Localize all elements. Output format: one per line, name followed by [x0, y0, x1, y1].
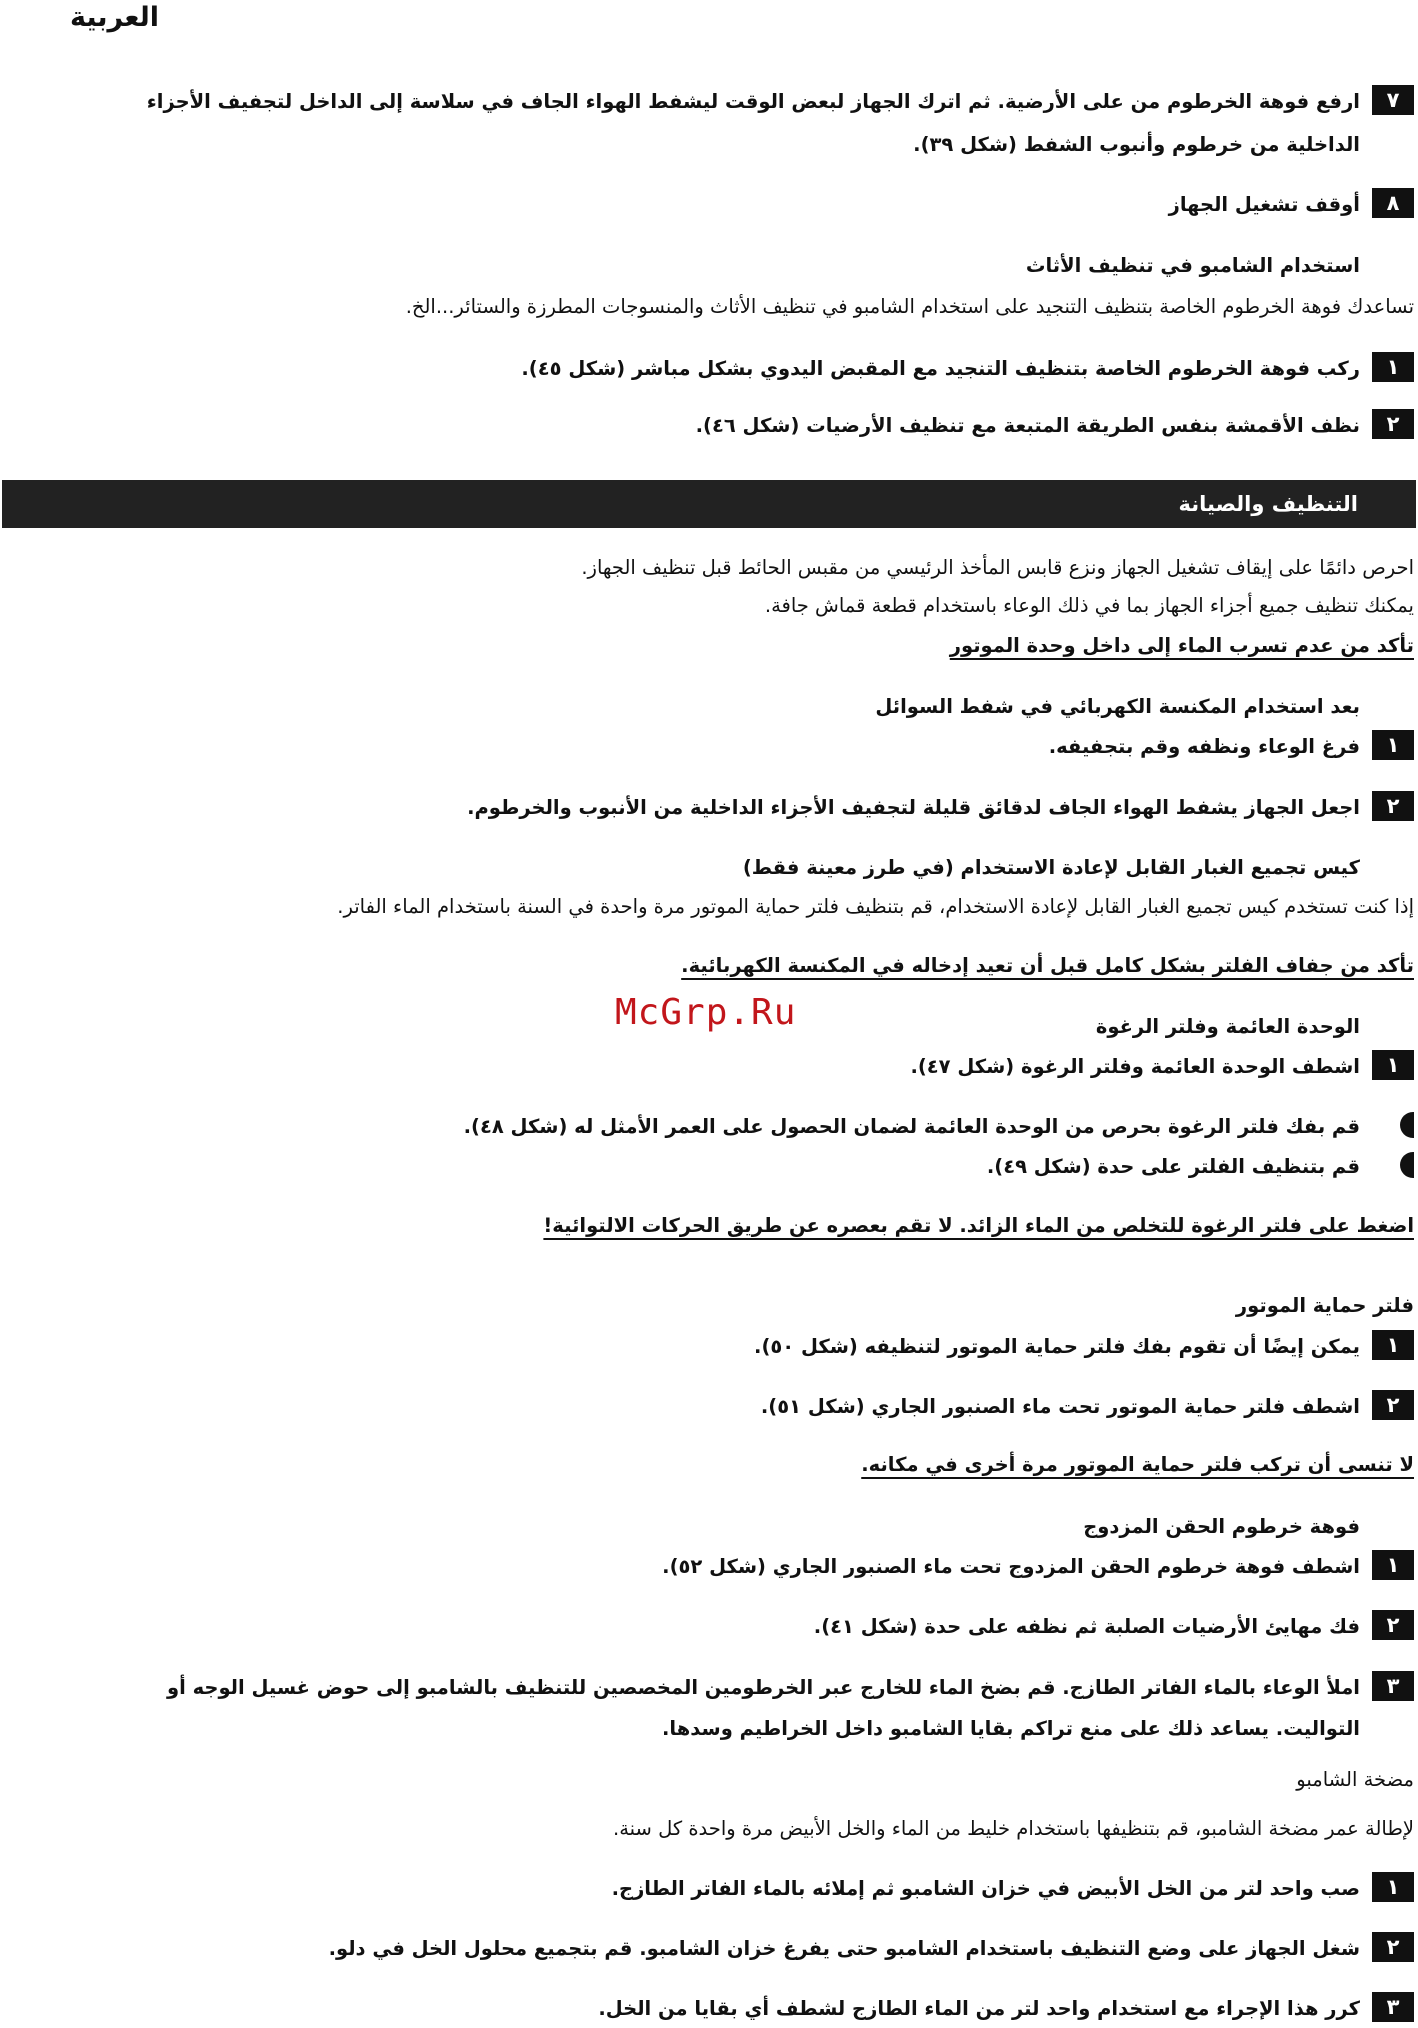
step-number-badge: ٢: [1372, 409, 1414, 439]
dual-nozzle-step-3-line1: املأ الوعاء بالماء الفاتر الطازج. قم بضخ الماء للخارج عبر الخرطومين المخصصين للتنظيف بالشامبو إلى حوض غسيل الوجه أو: [166, 1676, 1360, 1699]
warning-dry-filter: تأكد من جفاف الفلتر بشكل كامل قبل أن تعيد إدخاله في المكنسة الكهربائية.: [681, 954, 1414, 977]
dust-bag-text: إذا كنت تستخدم كيس تجميع الغبار القابل لإعادة الاستخدام، قم بتنظيف فلتر حماية الموتور مرة واحدة في السنة باستخدام الماء الفاتر.: [337, 895, 1414, 918]
step-number-badge: ٢: [1372, 1390, 1414, 1420]
upholstery-step-2: نظف الأقمشة بنفس الطريقة المتبعة مع تنظيف الأرضيات (شكل ٤٦).: [695, 414, 1360, 437]
step-number-badge: ٢: [1372, 791, 1414, 821]
step-number-badge: ١: [1372, 1050, 1414, 1080]
upholstery-step-1: ركب فوهة الخرطوم الخاصة بتنظيف التنجيد مع المقبض اليدوي بشكل مباشر (شكل ٤٥).: [521, 357, 1360, 380]
step-number-badge: ٣: [1372, 1992, 1414, 2022]
step-number-badge: ١: [1372, 1550, 1414, 1580]
cleaning-section-bar: التنظيف والصيانة: [2, 480, 1416, 528]
after-liquids-step-2: اجعل الجهاز يشفط الهواء الجاف لدقائق قليلة لتجفيف الأجزاء الداخلية من الأنبوب والخرطوم.: [467, 796, 1360, 819]
motor-filter-step-2: اشطف فلتر حماية الموتور تحت ماء الصنبور الجاري (شكل ٥١).: [760, 1395, 1360, 1418]
step-number-badge: ٣: [1372, 1671, 1414, 1701]
dual-nozzle-title: فوهة خرطوم الحقن المزدوج: [1083, 1515, 1360, 1538]
step-number-badge: ١: [1372, 730, 1414, 760]
upholstery-intro: تساعدك فوهة الخرطوم الخاصة بتنظيف التنجيد على استخدام الشامبو في تنظيف الأثاث والمنسوجات المطرزة والستائر...الخ.: [405, 295, 1414, 318]
language-header: العربية: [70, 2, 159, 33]
step-number-badge: ٢: [1372, 1610, 1414, 1640]
cleaning-paragraph-1: احرص دائمًا على إيقاف تشغيل الجهاز ونزع قابس المأخذ الرئيسي من مقبس الحائط قبل تنظيف الجهاز.: [581, 556, 1414, 579]
pump-step-1: صب واحد لتر من الخل الأبيض في خزان الشامبو ثم إملائه بالماء الفاتر الطازج.: [611, 1877, 1360, 1900]
step-number-badge: ١: [1372, 1872, 1414, 1902]
step-number-badge: ١: [1372, 352, 1414, 382]
after-liquids-step-1: فرغ الوعاء ونظفه وقم بتجفيفه.: [1048, 735, 1360, 758]
upholstery-title: استخدام الشامبو في تنظيف الأثاث: [1025, 254, 1360, 277]
pump-title: مضخة الشامبو: [1296, 1768, 1414, 1791]
float-title: الوحدة العائمة وفلتر الرغوة: [1095, 1015, 1360, 1038]
step-8-text: أوقف تشغيل الجهاز: [1168, 193, 1360, 216]
after-liquids-title: بعد استخدام المكنسة الكهربائي في شفط السوائل: [875, 695, 1360, 718]
dual-nozzle-step-3-line2: التواليت. يساعد ذلك على منع تراكم بقايا الشامبو داخل الخراطيم وسدها.: [662, 1717, 1360, 1740]
step-number-badge: ٢: [1372, 1932, 1414, 1962]
dual-nozzle-step-1: اشطف فوهة خرطوم الحقن المزدوج تحت ماء الصنبور الجاري (شكل ٥٢).: [662, 1555, 1360, 1578]
pump-intro: لإطالة عمر مضخة الشامبو، قم بتنظيفها باستخدام خليط من الماء والخل الأبيض مرة واحدة كل سنة.: [613, 1817, 1414, 1840]
cleaning-paragraph-2: يمكنك تنظيف جميع أجزاء الجهاز بما في ذلك الوعاء باستخدام قطعة قماش جافة.: [764, 594, 1414, 617]
float-bullet-2: قم بتنظيف الفلتر على حدة (شكل ٤٩).: [986, 1155, 1360, 1178]
dual-nozzle-step-2: فك مهايئ الأرضيات الصلبة ثم نظفه على حدة (شكل ٤١).: [813, 1615, 1360, 1638]
pump-step-3: كرر هذا الإجراء مع استخدام واحد لتر من الماء الطازج لشطف أي بقايا من الخل.: [598, 1997, 1360, 2020]
watermark-text: McGrp.Ru: [615, 992, 797, 1033]
motor-filter-title: فلتر حماية الموتور: [1235, 1294, 1414, 1317]
motor-filter-step-1: يمكن إيضًا أن تقوم بفك فلتر حماية الموتور لتنظيفه (شكل ٥٠).: [754, 1335, 1360, 1358]
float-bullet-1: قم بفك فلتر الرغوة بحرص من الوحدة العائمة لضمان الحصول على العمر الأمثل له (شكل ٤٨).: [463, 1115, 1360, 1138]
step-number-badge: ٨: [1372, 188, 1414, 218]
step-number-badge: ٧: [1372, 85, 1414, 115]
warning-foam-filter: اضغط على فلتر الرغوة للتخلص من الماء الزائد. لا تقم بعصره عن طريق الحركات الالتوائية!: [543, 1214, 1414, 1237]
warning-water-motor: تأكد من عدم تسرب الماء إلى داخل وحدة الموتور: [949, 634, 1414, 657]
step-7-text-line1: ارفع فوهة الخرطوم من على الأرضية. ثم اترك الجهاز لبعض الوقت ليشفط الهواء الجاف في سلاسة إلى الداخل لتجفيف الأجزاء: [146, 90, 1360, 113]
warning-refit-motor-filter: لا تنسى أن تركب فلتر حماية الموتور مرة أخرى في مكانه.: [861, 1453, 1414, 1476]
step-7-text-line2: الداخلية من خرطوم وأنبوب الشفط (شكل ٣٩).: [913, 133, 1360, 156]
float-step-1: اشطف الوحدة العائمة وفلتر الرغوة (شكل ٤٧).: [910, 1055, 1360, 1078]
step-number-badge: ١: [1372, 1330, 1414, 1360]
dust-bag-title: كيس تجميع الغبار القابل لإعادة الاستخدام (في طرز معينة فقط): [742, 856, 1360, 879]
pump-step-2: شغل الجهاز على وضع التنظيف باستخدام الشامبو حتى يفرغ خزان الشامبو. قم بتجميع محلول الخل في دلو.: [328, 1937, 1360, 1960]
